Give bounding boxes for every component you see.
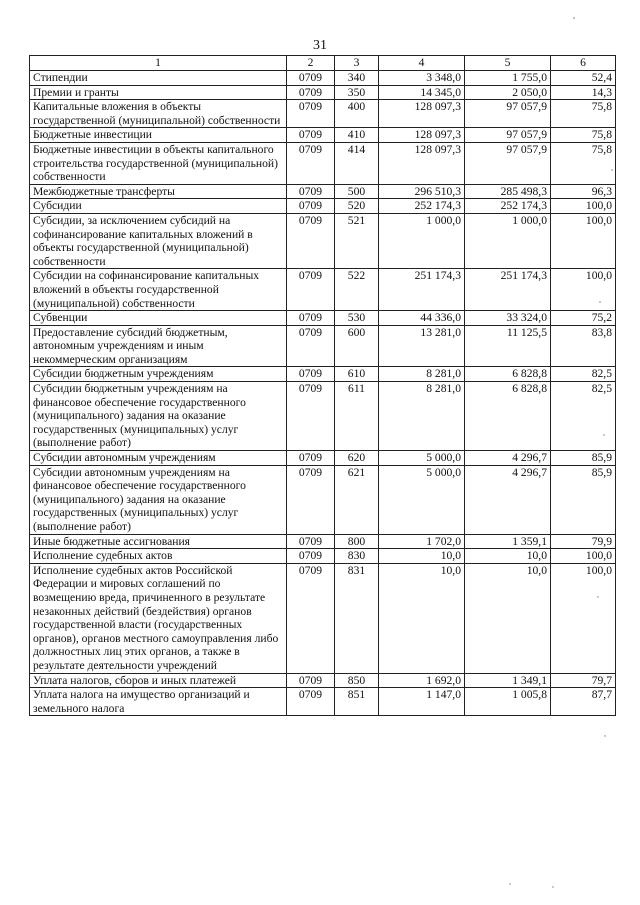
expense-type-cell: 520: [335, 199, 379, 214]
executed-amount-cell: 97 057,9: [465, 128, 551, 143]
expense-type-cell: 831: [335, 563, 379, 673]
executed-amount-cell: 10,0: [465, 563, 551, 673]
planned-amount-cell: 44 336,0: [379, 311, 465, 326]
column-header: 1: [30, 56, 287, 71]
page-number: 31: [313, 38, 327, 53]
expense-type-cell: 340: [335, 71, 379, 86]
table-row: [30, 382, 616, 451]
section-code-cell: 0709: [287, 325, 335, 367]
row-name-cell: Иные бюджетные ассигнования: [30, 534, 287, 549]
section-code-cell: 0709: [287, 199, 335, 214]
section-code-cell: 0709: [287, 213, 335, 268]
budget-table: [29, 55, 616, 716]
planned-amount-cell: 296 510,3: [379, 184, 465, 199]
table-row: [30, 465, 616, 534]
executed-amount-cell: 1 000,0: [465, 213, 551, 268]
table-body: [30, 71, 616, 716]
table-row: [30, 451, 616, 466]
table-row: [30, 85, 616, 100]
column-header: 2: [287, 56, 335, 71]
percent-cell: 100,0: [551, 213, 616, 268]
executed-amount-cell: 97 057,9: [465, 100, 551, 128]
table-row: [30, 71, 616, 86]
planned-amount-cell: 128 097,3: [379, 142, 465, 184]
planned-amount-cell: 14 345,0: [379, 85, 465, 100]
expense-type-cell: 521: [335, 213, 379, 268]
table-row: [30, 688, 616, 716]
planned-amount-cell: 10,0: [379, 563, 465, 673]
expense-type-cell: 620: [335, 451, 379, 466]
row-name-cell: Субсидии на софинансирование капитальных вложений в объекты государственной (муниципальной) собственности: [30, 269, 287, 311]
table-row: [30, 673, 616, 688]
expense-type-cell: 350: [335, 85, 379, 100]
table-row: [30, 563, 616, 673]
row-name-cell: Субсидии автономным учреждениям: [30, 451, 287, 466]
expense-type-cell: 414: [335, 142, 379, 184]
expense-type-cell: 610: [335, 367, 379, 382]
table-row: [30, 199, 616, 214]
planned-amount-cell: 1 692,0: [379, 673, 465, 688]
section-code-cell: 0709: [287, 100, 335, 128]
expense-type-cell: 621: [335, 465, 379, 534]
expense-type-cell: 850: [335, 673, 379, 688]
percent-cell: 82,5: [551, 367, 616, 382]
section-code-cell: 0709: [287, 71, 335, 86]
row-name-cell: Бюджетные инвестиции: [30, 128, 287, 143]
row-name-cell: Капитальные вложения в объекты государственной (муниципальной) собственности: [30, 100, 287, 128]
column-header: 3: [335, 56, 379, 71]
section-code-cell: 0709: [287, 451, 335, 466]
row-name-cell: Субсидии бюджетным учреждениям на финансовое обеспечение государственного (муниципального) задания на оказание государственных (муниципальных) услуг (выполнение работ): [30, 382, 287, 451]
row-name-cell: Межбюджетные трансферты: [30, 184, 287, 199]
planned-amount-cell: 10,0: [379, 549, 465, 564]
percent-cell: 100,0: [551, 549, 616, 564]
row-name-cell: Уплата налога на имущество организаций и земельного налога: [30, 688, 287, 716]
section-code-cell: 0709: [287, 142, 335, 184]
section-code-cell: 0709: [287, 534, 335, 549]
planned-amount-cell: 128 097,3: [379, 100, 465, 128]
executed-amount-cell: 1 755,0: [465, 71, 551, 86]
section-code-cell: 0709: [287, 549, 335, 564]
row-name-cell: Субвенции: [30, 311, 287, 326]
row-name-cell: Субсидии, за исключением субсидий на софинансирование капитальных вложений в объекты государственной (муниципальной) собственности: [30, 213, 287, 268]
executed-amount-cell: 4 296,7: [465, 465, 551, 534]
table-row: [30, 213, 616, 268]
row-name-cell: Премии и гранты: [30, 85, 287, 100]
planned-amount-cell: 13 281,0: [379, 325, 465, 367]
percent-cell: 14,3: [551, 85, 616, 100]
header-row: [30, 56, 616, 71]
planned-amount-cell: 5 000,0: [379, 465, 465, 534]
executed-amount-cell: 251 174,3: [465, 269, 551, 311]
executed-amount-cell: 10,0: [465, 549, 551, 564]
table-row: [30, 269, 616, 311]
table-row: [30, 367, 616, 382]
expense-type-cell: 611: [335, 382, 379, 451]
expense-type-cell: 410: [335, 128, 379, 143]
column-header: 5: [465, 56, 551, 71]
percent-cell: 75,2: [551, 311, 616, 326]
percent-cell: 79,7: [551, 673, 616, 688]
row-name-cell: Стипендии: [30, 71, 287, 86]
expense-type-cell: 400: [335, 100, 379, 128]
row-name-cell: Бюджетные инвестиции в объекты капитального строительства государственной (муниципальной) собственности: [30, 142, 287, 184]
section-code-cell: 0709: [287, 382, 335, 451]
expense-type-cell: 800: [335, 534, 379, 549]
table-row: [30, 311, 616, 326]
table-row: [30, 325, 616, 367]
planned-amount-cell: 3 348,0: [379, 71, 465, 86]
planned-amount-cell: 8 281,0: [379, 382, 465, 451]
planned-amount-cell: 1 000,0: [379, 213, 465, 268]
percent-cell: 52,4: [551, 71, 616, 86]
planned-amount-cell: 252 174,3: [379, 199, 465, 214]
expense-type-cell: 600: [335, 325, 379, 367]
section-code-cell: 0709: [287, 269, 335, 311]
expense-type-cell: 830: [335, 549, 379, 564]
executed-amount-cell: 2 050,0: [465, 85, 551, 100]
section-code-cell: 0709: [287, 311, 335, 326]
row-name-cell: Субсидии: [30, 199, 287, 214]
section-code-cell: 0709: [287, 128, 335, 143]
row-name-cell: Исполнение судебных актов Российской Федерации и мировых соглашений по возмещению вреда, причиненного в результате незаконных действий (бездействия) органов государственной власти (государственных органов), органов местного самоуправления либо должностных лиц этих органов, а также в результате деятельности учреждений: [30, 563, 287, 673]
executed-amount-cell: 6 828,8: [465, 367, 551, 382]
planned-amount-cell: 251 174,3: [379, 269, 465, 311]
percent-cell: 83,8: [551, 325, 616, 367]
percent-cell: 100,0: [551, 269, 616, 311]
planned-amount-cell: 1 702,0: [379, 534, 465, 549]
planned-amount-cell: 1 147,0: [379, 688, 465, 716]
expense-type-cell: 522: [335, 269, 379, 311]
section-code-cell: 0709: [287, 563, 335, 673]
table-row: [30, 184, 616, 199]
column-header: 4: [379, 56, 465, 71]
percent-cell: 75,8: [551, 128, 616, 143]
executed-amount-cell: 11 125,5: [465, 325, 551, 367]
percent-cell: 82,5: [551, 382, 616, 451]
percent-cell: 96,3: [551, 184, 616, 199]
row-name-cell: Субсидии автономным учреждениям на финансовое обеспечение государственного (муниципального) задания на оказание государственных (муниципальных) услуг (выполнение работ): [30, 465, 287, 534]
percent-cell: 100,0: [551, 563, 616, 673]
row-name-cell: Субсидии бюджетным учреждениям: [30, 367, 287, 382]
percent-cell: 87,7: [551, 688, 616, 716]
percent-cell: 75,8: [551, 100, 616, 128]
executed-amount-cell: 6 828,8: [465, 382, 551, 451]
row-name-cell: Исполнение судебных актов: [30, 549, 287, 564]
row-name-cell: Предоставление субсидий бюджетным, автономным учреждениям и иным некоммерческим организациям: [30, 325, 287, 367]
percent-cell: 75,8: [551, 142, 616, 184]
executed-amount-cell: 1 359,1: [465, 534, 551, 549]
planned-amount-cell: 8 281,0: [379, 367, 465, 382]
executed-amount-cell: 252 174,3: [465, 199, 551, 214]
percent-cell: 85,9: [551, 465, 616, 534]
percent-cell: 79,9: [551, 534, 616, 549]
table-row: [30, 549, 616, 564]
percent-cell: 85,9: [551, 451, 616, 466]
executed-amount-cell: 1 349,1: [465, 673, 551, 688]
section-code-cell: 0709: [287, 367, 335, 382]
table-row: [30, 128, 616, 143]
section-code-cell: 0709: [287, 465, 335, 534]
section-code-cell: 0709: [287, 688, 335, 716]
row-name-cell: Уплата налогов, сборов и иных платежей: [30, 673, 287, 688]
planned-amount-cell: 128 097,3: [379, 128, 465, 143]
section-code-cell: 0709: [287, 85, 335, 100]
expense-type-cell: 500: [335, 184, 379, 199]
column-header: 6: [551, 56, 616, 71]
section-code-cell: 0709: [287, 673, 335, 688]
expense-type-cell: 530: [335, 311, 379, 326]
executed-amount-cell: 1 005,8: [465, 688, 551, 716]
executed-amount-cell: 33 324,0: [465, 311, 551, 326]
table-row: [30, 534, 616, 549]
table-row: [30, 100, 616, 128]
table-row: [30, 142, 616, 184]
expense-type-cell: 851: [335, 688, 379, 716]
executed-amount-cell: 4 296,7: [465, 451, 551, 466]
executed-amount-cell: 97 057,9: [465, 142, 551, 184]
planned-amount-cell: 5 000,0: [379, 451, 465, 466]
percent-cell: 100,0: [551, 199, 616, 214]
executed-amount-cell: 285 498,3: [465, 184, 551, 199]
section-code-cell: 0709: [287, 184, 335, 199]
